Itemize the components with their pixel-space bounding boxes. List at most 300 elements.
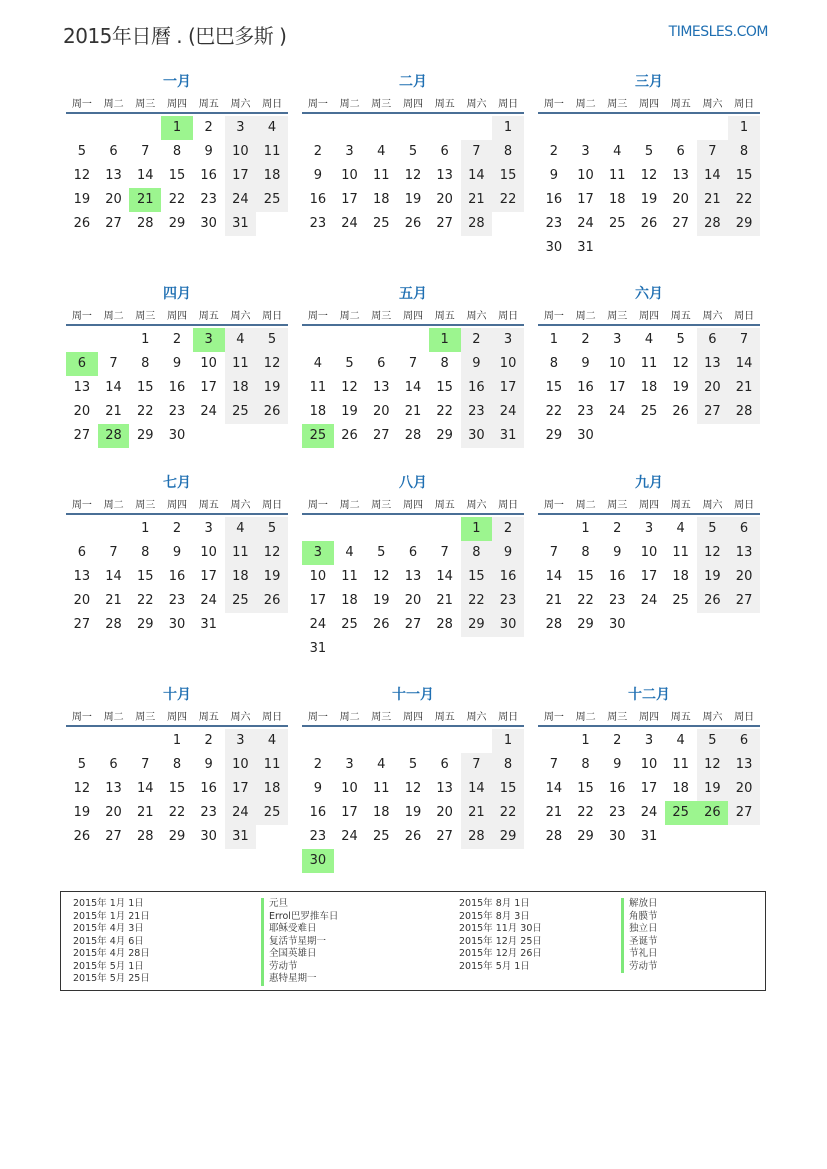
empty-cell xyxy=(665,116,697,140)
holiday-day-cell: 3 xyxy=(302,541,334,565)
weekday-label: 周六 xyxy=(466,499,487,511)
day-cell: 11 xyxy=(640,356,658,371)
month-block xyxy=(538,473,760,637)
empty-cell xyxy=(429,517,461,541)
weekday-label: 周三 xyxy=(371,310,392,322)
holiday-name: Errol巴罗推车日 xyxy=(261,911,338,924)
weekday-header xyxy=(66,705,288,727)
month-block xyxy=(538,284,760,448)
day-cell: 2 xyxy=(204,120,213,135)
holiday-day-cell: 25 xyxy=(665,801,697,825)
day-cell: 21 xyxy=(105,593,122,608)
day-cell: 27 xyxy=(697,400,729,424)
day-cell: 7 xyxy=(461,140,493,164)
day-cell: 12 xyxy=(256,541,288,565)
day-cell: 24 xyxy=(341,216,358,231)
weekday-label: 周五 xyxy=(434,98,455,110)
day-cell: 20 xyxy=(105,805,122,820)
day-cell: 7 xyxy=(549,757,558,772)
day-cell: 29 xyxy=(436,428,453,443)
day-grid xyxy=(302,116,524,236)
day-cell: 8 xyxy=(728,140,760,164)
day-cell: 2 xyxy=(613,733,622,748)
day-cell: 28 xyxy=(461,212,493,236)
day-cell: 5 xyxy=(408,144,418,159)
holiday-day-cell: 1 xyxy=(461,517,493,541)
weekday-label: 周一 xyxy=(71,98,92,110)
day-grid xyxy=(302,729,524,873)
day-grid xyxy=(538,328,760,448)
day-cell: 24 xyxy=(640,593,658,608)
empty-cell xyxy=(98,517,130,541)
day-cell: 29 xyxy=(136,617,154,632)
holiday-date: 2015年 1月 1日 xyxy=(73,898,144,909)
day-cell: 15 xyxy=(461,565,493,589)
day-cell: 12 xyxy=(697,541,729,565)
month-name: 十二月 xyxy=(628,687,670,703)
weekday-header xyxy=(538,304,760,326)
day-cell: 20 xyxy=(728,565,760,589)
day-cell: 25 xyxy=(372,829,390,844)
day-cell: 23 xyxy=(608,593,626,608)
day-cell: 4 xyxy=(313,356,322,371)
weekday-header xyxy=(302,304,524,326)
day-cell: 26 xyxy=(73,216,91,231)
holiday-names-left xyxy=(261,898,338,986)
weekday-label: 周一 xyxy=(307,98,328,110)
day-cell: 3 xyxy=(581,144,590,159)
weekday-label: 周一 xyxy=(543,98,564,110)
day-cell: 13 xyxy=(436,781,453,796)
weekday-label: 周二 xyxy=(575,98,596,110)
day-cell: 18 xyxy=(341,593,358,608)
day-cell: 14 xyxy=(105,569,122,584)
day-cell: 5 xyxy=(697,517,729,541)
day-cell: 31 xyxy=(309,641,327,656)
day-cell: 16 xyxy=(168,569,186,584)
day-cell: 13 xyxy=(728,541,760,565)
weekday-label: 周二 xyxy=(339,98,360,110)
day-cell: 18 xyxy=(256,777,288,801)
day-cell: 11 xyxy=(608,168,626,183)
month-name: 四月 xyxy=(163,286,191,302)
holiday-name: 圣诞节 xyxy=(621,936,658,949)
holiday-name: 元旦 xyxy=(261,898,338,911)
day-grid xyxy=(66,328,288,448)
month-name: 一月 xyxy=(163,74,191,90)
day-cell: 18 xyxy=(672,781,689,796)
day-cell: 8 xyxy=(141,545,150,560)
empty-cell xyxy=(334,116,366,140)
day-cell: 23 xyxy=(577,404,594,419)
weekday-label: 周四 xyxy=(167,98,188,110)
weekday-label: 周二 xyxy=(103,711,124,723)
weekday-label: 周一 xyxy=(307,499,328,511)
day-cell: 11 xyxy=(372,781,390,796)
day-cell: 22 xyxy=(461,589,493,613)
day-cell: 28 xyxy=(461,825,493,849)
day-cell: 7 xyxy=(141,757,150,772)
weekday-label: 周二 xyxy=(339,499,360,511)
weekday-label: 周五 xyxy=(670,98,691,110)
day-cell: 22 xyxy=(577,805,594,820)
day-cell: 14 xyxy=(436,569,453,584)
day-cell: 1 xyxy=(549,332,558,347)
weekday-label: 周五 xyxy=(670,310,691,322)
day-cell: 22 xyxy=(136,593,154,608)
day-cell: 16 xyxy=(608,781,626,796)
day-cell: 11 xyxy=(309,380,327,395)
day-cell: 19 xyxy=(372,593,390,608)
weekday-label: 周一 xyxy=(543,711,564,723)
weekday-label: 周六 xyxy=(230,499,251,511)
holiday-date: 2015年 8月 1日 xyxy=(459,898,530,909)
weekday-label: 周三 xyxy=(135,310,156,322)
weekday-label: 周六 xyxy=(466,310,487,322)
weekday-label: 周五 xyxy=(434,310,455,322)
day-cell: 12 xyxy=(697,753,729,777)
day-cell: 13 xyxy=(436,168,453,183)
day-cell: 28 xyxy=(404,428,422,443)
empty-cell xyxy=(365,517,397,541)
weekday-label: 周五 xyxy=(198,711,219,723)
day-cell: 16 xyxy=(200,168,217,183)
day-cell: 17 xyxy=(608,380,626,395)
day-cell: 12 xyxy=(640,168,658,183)
weekday-label: 周四 xyxy=(639,499,660,511)
day-cell: 14 xyxy=(545,781,563,796)
month-name: 九月 xyxy=(635,475,663,491)
day-cell: 3 xyxy=(644,521,654,536)
day-cell: 11 xyxy=(256,140,288,164)
weekday-label: 周五 xyxy=(670,711,691,723)
day-cell: 29 xyxy=(461,613,493,637)
empty-cell xyxy=(538,116,570,140)
day-cell: 22 xyxy=(492,188,524,212)
weekday-label: 周四 xyxy=(167,711,188,723)
day-cell: 26 xyxy=(73,829,91,844)
weekday-label: 周四 xyxy=(403,98,424,110)
empty-cell xyxy=(66,517,98,541)
weekday-header xyxy=(538,705,760,727)
month-block xyxy=(66,473,288,637)
day-cell: 6 xyxy=(697,328,729,352)
site-link[interactable]: TIMESLES.COM xyxy=(668,24,768,40)
day-cell: 7 xyxy=(408,356,418,371)
day-cell: 30 xyxy=(168,617,186,632)
weekday-label: 周一 xyxy=(543,310,564,322)
day-cell: 4 xyxy=(676,521,685,536)
day-cell: 3 xyxy=(225,116,257,140)
day-grid xyxy=(302,328,524,448)
day-cell: 26 xyxy=(672,404,689,419)
holiday-date: 2015年 4月 6日 xyxy=(73,935,144,947)
day-cell: 6 xyxy=(440,144,449,159)
holiday-name: 独立日 xyxy=(621,923,658,936)
day-grid xyxy=(66,116,288,236)
day-cell: 27 xyxy=(404,617,422,632)
day-cell: 25 xyxy=(256,801,288,825)
day-cell: 22 xyxy=(577,593,594,608)
day-cell: 17 xyxy=(200,569,217,584)
day-cell: 23 xyxy=(309,216,327,231)
weekday-header xyxy=(302,92,524,114)
day-cell: 5 xyxy=(77,144,86,159)
day-cell: 10 xyxy=(492,352,524,376)
holiday-day-cell: 26 xyxy=(697,801,729,825)
empty-cell xyxy=(397,116,429,140)
day-cell: 24 xyxy=(200,404,217,419)
empty-cell xyxy=(397,328,429,352)
day-cell: 30 xyxy=(200,829,217,844)
day-cell: 15 xyxy=(545,380,563,395)
day-cell: 6 xyxy=(676,144,685,159)
day-cell: 5 xyxy=(676,332,685,347)
page-title: 2015年日曆 . (巴巴多斯 ) xyxy=(63,24,287,48)
day-cell: 21 xyxy=(136,805,154,820)
weekday-label: 周二 xyxy=(103,499,124,511)
empty-cell xyxy=(570,116,602,140)
day-cell: 29 xyxy=(168,216,186,231)
holiday-date: 2015年 5月 1日 xyxy=(73,960,144,972)
day-cell: 5 xyxy=(256,517,288,541)
day-cell: 3 xyxy=(225,729,257,753)
holiday-name: 全国英雄日 xyxy=(261,948,338,961)
day-cell: 23 xyxy=(200,805,217,820)
weekday-label: 周日 xyxy=(498,310,519,322)
day-cell: 24 xyxy=(577,216,594,231)
day-cell: 14 xyxy=(545,569,563,584)
day-cell: 6 xyxy=(77,545,86,560)
day-cell: 14 xyxy=(728,352,760,376)
day-cell: 31 xyxy=(577,240,594,255)
holiday-names-right xyxy=(621,898,658,973)
day-cell: 30 xyxy=(492,613,524,637)
empty-cell xyxy=(334,517,366,541)
day-cell: 25 xyxy=(672,593,689,608)
weekday-label: 周二 xyxy=(575,711,596,723)
day-cell: 15 xyxy=(168,168,186,183)
day-cell: 30 xyxy=(168,428,186,443)
day-cell: 31 xyxy=(225,212,257,236)
day-cell: 17 xyxy=(640,569,658,584)
day-cell: 23 xyxy=(461,400,493,424)
day-cell: 18 xyxy=(225,565,257,589)
day-cell: 20 xyxy=(73,404,91,419)
day-cell: 16 xyxy=(168,380,186,395)
day-cell: 22 xyxy=(136,404,154,419)
day-cell: 26 xyxy=(697,589,729,613)
day-cell: 19 xyxy=(341,404,358,419)
empty-cell xyxy=(538,517,570,541)
day-cell: 15 xyxy=(577,569,594,584)
day-cell: 25 xyxy=(225,589,257,613)
day-cell: 22 xyxy=(168,805,186,820)
day-cell: 15 xyxy=(136,569,154,584)
day-cell: 14 xyxy=(461,164,493,188)
weekday-label: 周三 xyxy=(135,98,156,110)
day-cell: 7 xyxy=(697,140,729,164)
day-cell: 1 xyxy=(581,733,590,748)
weekday-label: 周三 xyxy=(371,711,392,723)
month-name: 八月 xyxy=(399,475,427,491)
day-cell: 12 xyxy=(372,569,390,584)
day-cell: 2 xyxy=(549,144,558,159)
day-cell: 13 xyxy=(404,569,422,584)
day-cell: 28 xyxy=(105,617,122,632)
holiday-date: 2015年 8月 3日 xyxy=(459,910,530,922)
day-cell: 1 xyxy=(492,116,524,140)
month-name: 十月 xyxy=(163,687,191,703)
weekday-label: 周五 xyxy=(434,711,455,723)
day-cell: 26 xyxy=(372,617,390,632)
empty-cell xyxy=(129,116,161,140)
weekday-label: 周二 xyxy=(575,310,596,322)
day-cell: 9 xyxy=(172,356,182,371)
day-cell: 21 xyxy=(404,404,422,419)
day-cell: 2 xyxy=(313,757,322,772)
weekday-header xyxy=(302,493,524,515)
day-cell: 17 xyxy=(341,192,358,207)
day-cell: 24 xyxy=(640,805,658,820)
day-cell: 8 xyxy=(141,356,150,371)
holiday-day-cell: 21 xyxy=(129,188,161,212)
month-block xyxy=(302,72,524,236)
day-cell: 28 xyxy=(136,216,154,231)
day-cell: 7 xyxy=(109,356,118,371)
holiday-name: 角膜节 xyxy=(621,911,658,924)
day-cell: 5 xyxy=(697,729,729,753)
day-cell: 25 xyxy=(256,188,288,212)
day-cell: 8 xyxy=(581,545,590,560)
day-cell: 29 xyxy=(168,829,186,844)
day-cell: 1 xyxy=(141,332,150,347)
day-cell: 20 xyxy=(436,805,453,820)
month-name: 十一月 xyxy=(392,687,434,703)
weekday-label: 周六 xyxy=(230,711,251,723)
holiday-name: 节礼日 xyxy=(621,948,658,961)
day-cell: 28 xyxy=(545,617,563,632)
day-cell: 10 xyxy=(225,753,257,777)
day-cell: 19 xyxy=(256,565,288,589)
empty-cell xyxy=(129,729,161,753)
month-block xyxy=(538,685,760,849)
day-cell: 27 xyxy=(105,829,122,844)
month-block xyxy=(538,72,760,260)
month-block xyxy=(66,284,288,448)
day-grid xyxy=(538,729,760,849)
day-cell: 8 xyxy=(492,140,524,164)
day-cell: 11 xyxy=(256,753,288,777)
day-cell: 12 xyxy=(404,781,422,796)
day-cell: 21 xyxy=(697,188,729,212)
day-cell: 13 xyxy=(73,569,91,584)
day-cell: 29 xyxy=(136,428,154,443)
day-cell: 19 xyxy=(672,380,689,395)
day-cell: 23 xyxy=(168,404,186,419)
day-cell: 17 xyxy=(200,380,217,395)
month-block xyxy=(302,685,524,873)
weekday-label: 周二 xyxy=(575,499,596,511)
day-cell: 1 xyxy=(172,733,182,748)
day-cell: 27 xyxy=(728,801,760,825)
day-cell: 4 xyxy=(256,116,288,140)
day-cell: 7 xyxy=(141,144,150,159)
day-cell: 26 xyxy=(404,216,422,231)
weekday-label: 周五 xyxy=(198,499,219,511)
day-cell: 11 xyxy=(341,569,358,584)
day-cell: 10 xyxy=(608,356,626,371)
day-cell: 18 xyxy=(640,380,658,395)
day-cell: 12 xyxy=(341,380,358,395)
day-cell: 22 xyxy=(728,188,760,212)
month-block xyxy=(66,685,288,849)
day-cell: 4 xyxy=(256,729,288,753)
day-cell: 9 xyxy=(313,168,322,183)
empty-cell xyxy=(633,116,665,140)
day-cell: 14 xyxy=(136,781,154,796)
day-cell: 19 xyxy=(404,805,422,820)
day-cell: 6 xyxy=(109,144,118,159)
day-cell: 4 xyxy=(377,144,386,159)
day-cell: 18 xyxy=(608,192,626,207)
day-cell: 21 xyxy=(461,188,493,212)
day-cell: 23 xyxy=(309,829,327,844)
day-cell: 11 xyxy=(372,168,390,183)
day-cell: 30 xyxy=(461,424,493,448)
weekday-label: 周六 xyxy=(230,310,251,322)
holiday-day-cell: 6 xyxy=(66,352,98,376)
empty-cell xyxy=(538,729,570,753)
day-cell: 7 xyxy=(461,753,493,777)
weekday-label: 周三 xyxy=(371,499,392,511)
weekday-header xyxy=(66,304,288,326)
day-grid xyxy=(538,116,760,260)
day-cell: 30 xyxy=(577,428,594,443)
weekday-label: 周三 xyxy=(371,98,392,110)
empty-cell xyxy=(365,328,397,352)
weekday-label: 周一 xyxy=(307,711,328,723)
day-cell: 3 xyxy=(345,144,354,159)
empty-cell xyxy=(98,116,130,140)
empty-cell xyxy=(334,729,366,753)
holiday-name: 复活节星期一 xyxy=(261,936,338,949)
day-cell: 14 xyxy=(461,777,493,801)
day-cell: 4 xyxy=(676,733,685,748)
holiday-day-cell: 25 xyxy=(302,424,334,448)
weekday-label: 周四 xyxy=(639,98,660,110)
empty-cell xyxy=(302,116,334,140)
day-cell: 19 xyxy=(697,777,729,801)
day-cell: 4 xyxy=(377,757,386,772)
weekday-label: 周一 xyxy=(71,310,92,322)
day-cell: 3 xyxy=(345,757,354,772)
weekday-label: 周日 xyxy=(262,98,283,110)
day-cell: 25 xyxy=(341,617,358,632)
day-cell: 20 xyxy=(436,192,453,207)
day-cell: 8 xyxy=(172,144,182,159)
day-cell: 2 xyxy=(172,521,182,536)
day-grid xyxy=(66,729,288,849)
day-cell: 28 xyxy=(545,829,563,844)
day-cell: 26 xyxy=(256,400,288,424)
day-cell: 19 xyxy=(640,192,658,207)
day-cell: 15 xyxy=(136,380,154,395)
day-cell: 8 xyxy=(581,757,590,772)
day-cell: 24 xyxy=(200,593,217,608)
weekday-label: 周二 xyxy=(339,310,360,322)
weekday-label: 周四 xyxy=(403,499,424,511)
